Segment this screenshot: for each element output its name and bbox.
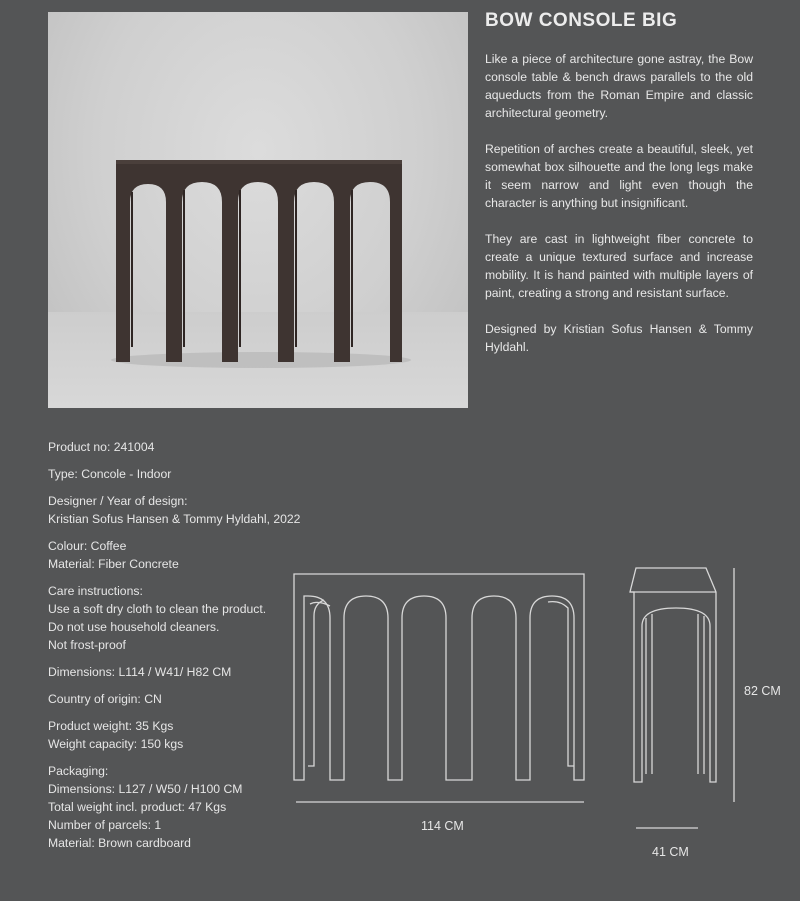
care-instruction: Not frost-proof [48, 638, 126, 652]
height-label: 82 CM [744, 684, 781, 698]
packaging-dimensions: Dimensions: L127 / W50 / H100 CM [48, 782, 243, 796]
packaging-weight: Total weight incl. product: 47 Kgs [48, 800, 227, 814]
designer-credit: Designed by Kristian Sofus Hansen & Tommy Hyldahl. [485, 322, 753, 354]
length-label: 114 CM [421, 819, 464, 833]
bow-console-image [48, 12, 468, 408]
product-specs [48, 438, 308, 861]
colour: Colour: Coffee [48, 539, 127, 553]
dimensions: Dimensions: L114 / W41/ H82 CM [48, 665, 232, 679]
care-instruction: Do not use household cleaners. [48, 620, 220, 634]
description-paragraph: Repetition of arches create a beautiful, sleek, yet somewhat box silhouette and the long legs make it seem narrow and light even though the character is anything but insignificant. [485, 142, 753, 210]
side-view-drawing [630, 568, 716, 782]
designer-label: Designer / Year of design: [48, 494, 188, 508]
care-instruction: Use a soft dry cloth to clean the product. [48, 602, 267, 616]
material: Material: Fiber Concrete [48, 557, 179, 571]
product-number: Product no: 241004 [48, 440, 155, 454]
description-paragraph: They are cast in lightweight fiber concrete to create a unique textured surface and increase mobility. It is hand painted with multiple layers of paint, creating a strong and resistant surface. [485, 232, 753, 300]
care-label: Care instructions: [48, 584, 143, 598]
number-of-parcels: Number of parcels: 1 [48, 818, 162, 832]
designer-value: Kristian Sofus Hansen & Tommy Hyldahl, 2022 [48, 512, 301, 526]
country-of-origin: Country of origin: CN [48, 692, 162, 706]
packaging-material: Material: Brown cardboard [48, 836, 191, 850]
product-title: BOW CONSOLE BIG [485, 10, 678, 31]
packaging-label: Packaging: [48, 764, 109, 778]
weight-capacity: Weight capacity: 150 kgs [48, 737, 184, 751]
description-paragraph: Like a piece of architecture gone astray, the Bow console table & bench draws parallels to the old aqueducts from the Roman Empire and classic architectural geometry. [485, 52, 753, 120]
width-label: 41 CM [652, 845, 689, 859]
product-weight: Product weight: 35 Kgs [48, 719, 174, 733]
front-view-drawing [294, 574, 584, 780]
product-description [485, 50, 753, 374]
product-photo [48, 12, 468, 408]
product-type: Type: Concole - Indoor [48, 467, 172, 481]
dimension-drawing [280, 556, 790, 846]
